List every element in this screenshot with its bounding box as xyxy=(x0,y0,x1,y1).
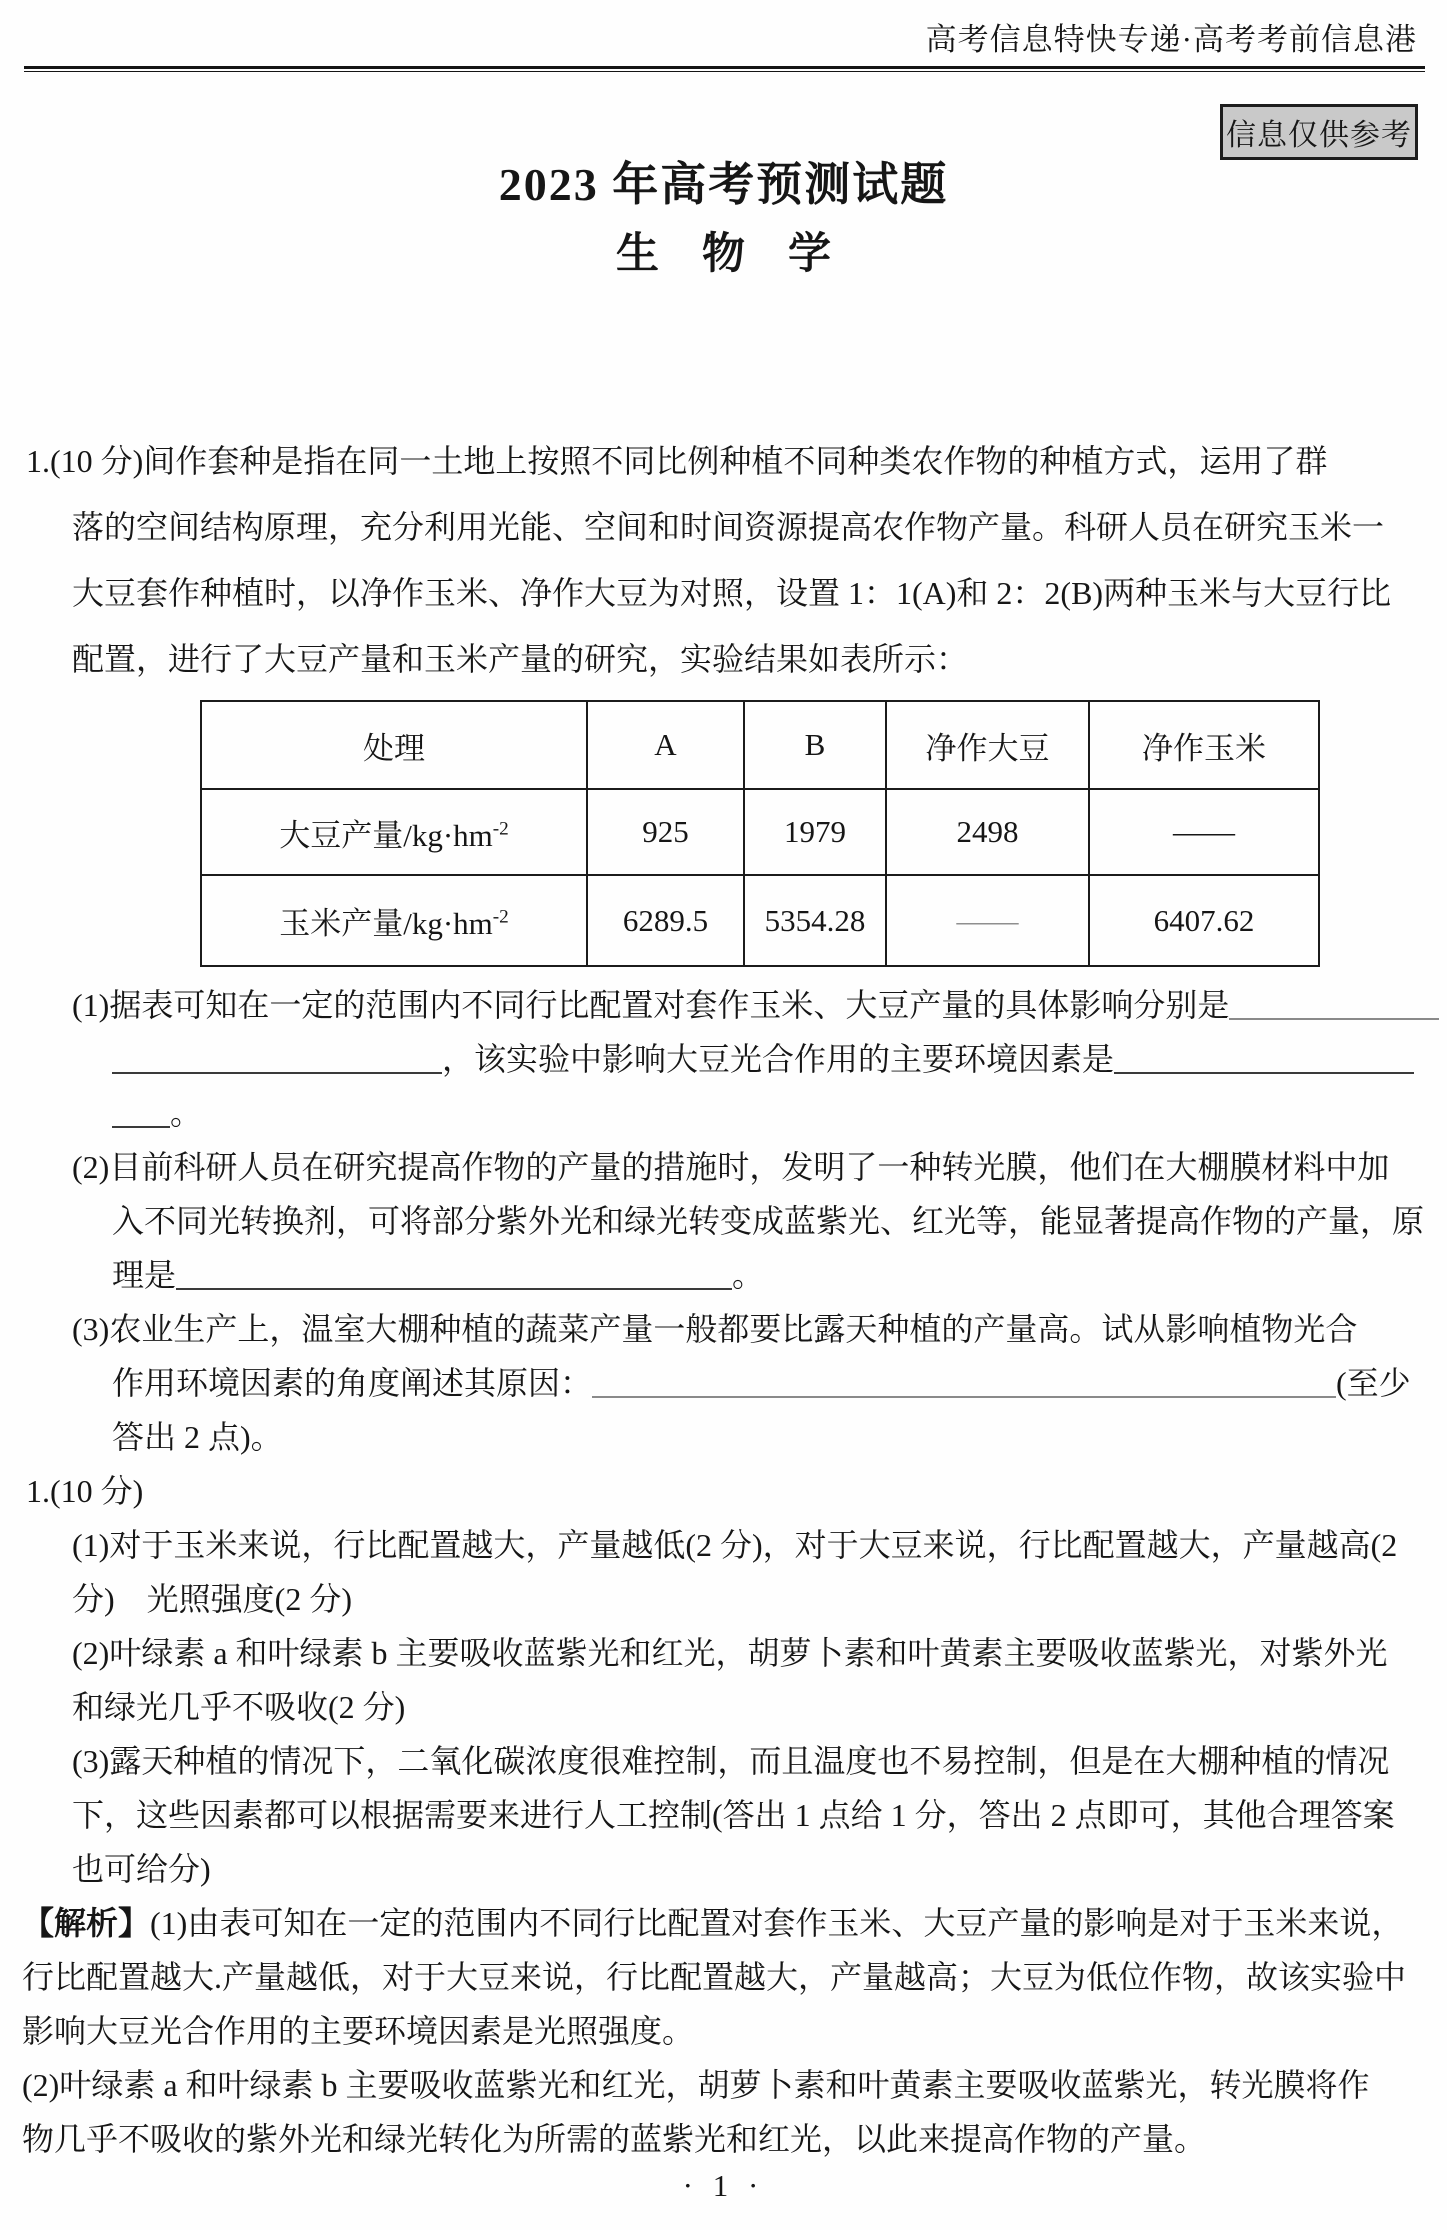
q3-text: 作用环境因素的角度阐述其原因： xyxy=(112,1365,593,1401)
intro-line: 大豆套作种植时，以净作玉米、净作大豆为对照，设置 1：1(A)和 2：2(B)两种玉米与大豆行比 xyxy=(72,575,1392,611)
answer-line: (3)露天种植的情况下，二氧化碳浓度很难控制，而且温度也不易控制，但是在大棚种植的情况 xyxy=(72,1743,1390,1779)
analysis-label: 【解析】 xyxy=(22,1905,151,1941)
table-cell: 1979 xyxy=(744,789,886,875)
q3-line: (3)农业生产上，温室大棚种植的蔬菜产量一般都要比露天种植的产量高。试从影响植物光合 xyxy=(72,1311,1358,1347)
answer-blank xyxy=(592,1366,1336,1398)
q2-line xyxy=(0,1248,1423,1302)
q3-text: (至少 xyxy=(1336,1365,1411,1401)
answer-blank xyxy=(1229,988,1439,1020)
answer-line: (2)叶绿素 a 和叶绿素 b 主要吸收蓝紫光和红光，胡萝卜素和叶黄素主要吸收蓝紫光，对紫外光 xyxy=(72,1635,1388,1671)
q1-text: 。 xyxy=(170,1095,203,1131)
answer-line: (1)对于玉米来说，行比配置越大，产量越低(2 分)，对于大豆来说，行比配置越大，产量越高(2 xyxy=(72,1527,1398,1563)
q3-line xyxy=(0,1356,1423,1410)
subject-title: 生 物 学 xyxy=(616,231,831,278)
table-header-cell: 净作大豆 xyxy=(886,701,1089,789)
analysis-line: 物几乎不吸收的紫外光和绿光转化为所需的蓝紫光和红光，以此来提高作物的产量。 xyxy=(22,2121,1207,2157)
table-header-cell: 净作玉米 xyxy=(1089,701,1319,789)
table-cell: 6407.62 xyxy=(1089,875,1319,966)
notice-text: 信息仅供参考 xyxy=(1226,119,1412,152)
row-label-sup: -2 xyxy=(492,818,509,840)
analysis-line: 行比配置越大.产量越低，对于大豆来说，行比配置越大，产量越高；大豆为低位作物，故该实验中 xyxy=(22,1959,1407,1995)
results-table xyxy=(200,700,1320,967)
q1-text: ，该实验中影响大豆光合作用的主要环境因素是 xyxy=(442,1041,1115,1077)
row-label xyxy=(201,789,587,875)
table-header-cell: B xyxy=(744,701,886,789)
answer-blank xyxy=(112,1096,170,1128)
q2-text: 理是 xyxy=(112,1257,177,1293)
table-cell: 2498 xyxy=(886,789,1089,875)
q2-line: 入不同光转换剂，可将部分紫外光和绿光转变成蓝紫光、红光等，能显著提高作物的产量，原 xyxy=(112,1203,1425,1239)
q1-line xyxy=(0,1086,1423,1140)
q1-line xyxy=(0,1032,1423,1086)
page-number: · 1 · xyxy=(682,2168,765,2203)
answer-blank xyxy=(176,1258,732,1290)
table-header-row xyxy=(201,701,1319,789)
row-label-text: 大豆产量/kg·hm xyxy=(279,817,493,853)
answer-line: 下，这些因素都可以根据需要来进行人工控制(答出 1 点给 1 分，答出 2 点即可，其他合理答案 xyxy=(72,1797,1395,1833)
answer-heading: 1.(10 分) xyxy=(26,1473,144,1509)
table-cell: 6289.5 xyxy=(587,875,744,966)
q3-line: 答出 2 点)。 xyxy=(112,1419,283,1455)
row-label-sup: -2 xyxy=(492,906,509,928)
question-and-answer-body xyxy=(0,978,1423,2166)
table-cell: 925 xyxy=(587,789,744,875)
q1-text: (1)据表可知在一定的范围内不同行比配置对套作玉米、大豆产量的具体影响分别是 xyxy=(72,987,1230,1023)
answer-line: 分) 光照强度(2 分) xyxy=(72,1581,352,1617)
analysis-line xyxy=(0,1896,1423,1950)
answer-blank xyxy=(1114,1042,1414,1074)
answer-line: 和绿光几乎不吸收(2 分) xyxy=(72,1689,406,1725)
table-header-cell: A xyxy=(587,701,744,789)
header-double-rule xyxy=(24,66,1425,72)
masthead-text: 高考信息特快专递·高考考前信息港 xyxy=(925,22,1417,57)
analysis-line: 影响大豆光合作用的主要环境因素是光照强度。 xyxy=(22,2013,695,2049)
table-cell: —— xyxy=(886,875,1089,966)
table-row-corn xyxy=(201,875,1319,966)
answer-line: 也可给分) xyxy=(72,1851,211,1887)
question-intro xyxy=(0,428,1423,692)
table-row-soybean xyxy=(201,789,1319,875)
intro-line: 落的空间结构原理，充分利用光能、空间和时间资源提高农作物产量。科研人员在研究玉米一 xyxy=(72,509,1385,545)
answer-blank xyxy=(112,1042,442,1074)
row-label xyxy=(201,875,587,966)
table-cell: 5354.28 xyxy=(744,875,886,966)
intro-line: 1.(10 分)间作套种是指在同一土地上按照不同比例种植不同种类农作物的种植方式，运用了群 xyxy=(26,443,1328,479)
q2-line: (2)目前科研人员在研究提高作物的产量的措施时，发明了一种转光膜，他们在大棚膜材料中加 xyxy=(72,1149,1390,1185)
row-label-text: 玉米产量/kg·hm xyxy=(279,906,493,941)
analysis-line: (2)叶绿素 a 和叶绿素 b 主要吸收蓝紫光和红光，胡萝卜素和叶黄素主要吸收蓝紫光，转光膜将作 xyxy=(22,2067,1370,2103)
intro-line: 配置，进行了大豆产量和玉米产量的研究，实验结果如表所示： xyxy=(72,641,969,677)
table-cell: —— xyxy=(1089,789,1319,875)
q1-line xyxy=(0,978,1423,1032)
analysis-text: (1)由表可知在一定的范围内不同行比配置对套作玉米、大豆产量的影响是对于玉米来说， xyxy=(150,1905,1404,1941)
q2-text: 。 xyxy=(732,1257,765,1293)
table-header-cell: 处理 xyxy=(201,701,587,789)
paper-title: 2023 年高考预测试题 xyxy=(498,159,949,210)
